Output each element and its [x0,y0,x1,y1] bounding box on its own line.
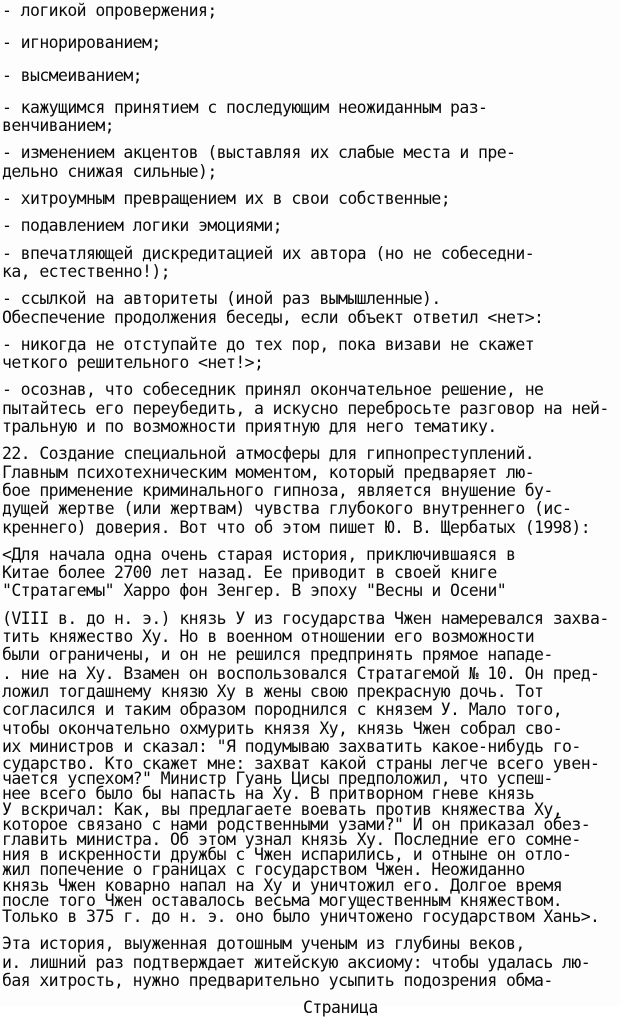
text-line: ка, естественно!); [2,261,171,281]
text-line: - логикой опровержения; [2,1,217,20]
text-line: пытайтесь его переубедить, а искусно перебросьте разговор на ней- [2,398,609,418]
paragraph [2,217,620,235]
text-line: их министров и сказал: "Я подумываю захватить какое-нибудь го- [2,736,581,756]
paragraph [2,67,620,85]
text-line: - впечатляющей дискредитацией их автора (но не собеседни- [2,243,535,263]
paragraph [2,336,620,373]
text-line: чается успехом?" Министр Гуань Цисы предположил, что успеш- [2,769,553,789]
text-line: Эта история, выуженная дотошным ученым из глубины веков, [2,934,525,954]
text-line: дельно снижая сильные); [2,161,217,181]
paragraph [2,144,620,181]
text-line: 22. Создание специальной атмосферы для гипнопреступлений. [2,444,535,464]
text-line: жил попечение о границах с государством Чжен. Неожиданно [2,860,525,880]
paragraph [2,610,620,927]
text-line: - осознав, что собеседник принял окончательное решение, не [2,380,544,400]
text-line: главить министра. Об этом узнал князь Ху. Последние его сомне- [2,830,581,850]
text-line: У вскричал: Как, вы предлагаете воевать против княжества Ху, [2,799,563,819]
text-line: - никогда не отступайте до тех пор, пока визави не скажет [2,334,535,354]
paragraph [2,546,620,601]
text-line: "Стратагемы" Харро фон Зенгер. В эпоху "Весны и Осени" [2,581,507,601]
text-line: тральную и по возможности приятную для него тематику. [2,417,497,437]
paragraph [2,445,620,536]
page-footer-label: Страница [303,998,378,1017]
text-line: сударство. Кто скажет мне: захват какой страны легче всего увен- [2,754,600,774]
text-line: Обеспечение продолжения беседы, если объект ответил <нет>: [2,307,544,327]
text-line: креннего) доверия. Вот что об этом пишет Ю. В. Щербатых (1998): [2,517,591,537]
text-line: - игнорированием; [2,33,161,53]
text-line: после того Чжен оставалось весьма могущественным княжеством. [2,890,563,910]
text-line: бое применение криминального гипноза, является внушение бу- [2,480,553,500]
text-line: были ограничены, и он не решился предпринять прямое нападе- [2,645,553,665]
text-line: ния в искренности дружбы с Чжен испарились, и отныне он отло- [2,845,572,865]
paragraph [2,381,620,436]
text-line: - ссылкой на авторитеты (иной раз вымышленные). [2,289,441,309]
page-text [2,2,620,990]
text-line: согласился и таким образом породнился с князем У. Мало того, [2,700,563,720]
text-line: бая хитрость, нужно предварительно усыпить подозрения обма- [2,970,553,990]
text-line: чтобы окончательно охмурить князя Ху, князь Чжен собрал сво- [2,718,563,738]
text-line: Главным психотехническим моментом, который предваряет лю- [2,462,535,482]
paragraph [2,34,620,52]
text-line: венчиванием; [2,116,115,136]
text-line: ложил тогдашнему князю Ху в жены свою прекрасную дочь. Тот [2,681,544,701]
text-line: Только в 375 г. до н. э. оно было уничтожено государством Хань>. [2,906,600,926]
text-line: - подавлением логики эмоциями; [2,216,283,236]
text-line: четкого решительного <нет!>; [2,353,264,373]
text-line: - высмеиванием; [2,65,143,85]
text-line: . ние на Ху. Взамен он воспользовался Стратагемой № 10. Он пред- [2,663,600,683]
paragraph [2,935,620,990]
paragraph [2,190,620,208]
text-line: и. лишний раз подтверждает житейскую аксиому: чтобы удалась лю- [2,952,591,972]
paragraph [2,99,620,136]
text-line: (VIII в. до н. э.) князь У из государства Чжен намеревался захва- [2,608,609,628]
text-line: - хитроумным превращением их в свои собственные; [2,189,451,209]
text-line: тить княжество Ху. Но в военном отношении его возможности [2,627,535,647]
text-line: - изменением акцентов (выставляя их слабые места и пре- [2,143,516,163]
paragraph [2,290,620,327]
text-line: нее всего было бы напасть на Ху. В притворном гневе князь [2,784,535,804]
paragraph [2,2,620,20]
text-line: <Для начала одна очень старая история, приключившаяся в [2,544,516,564]
text-line: - кажущимся принятием с последующим неожиданным раз- [2,97,488,117]
text-line: Китае более 2700 лет назад. Ее приводит в своей книге [2,563,497,583]
text-line: князь Чжен коварно напал на Ху и уничтожил его. Долгое время [2,875,563,895]
text-line: которое связано с нами родственными узами?" И он приказал обез- [2,814,591,834]
text-line: дущей жертве (или жертвам) чувства глубокого внутреннего (ис- [2,499,572,519]
paragraph [2,245,620,282]
